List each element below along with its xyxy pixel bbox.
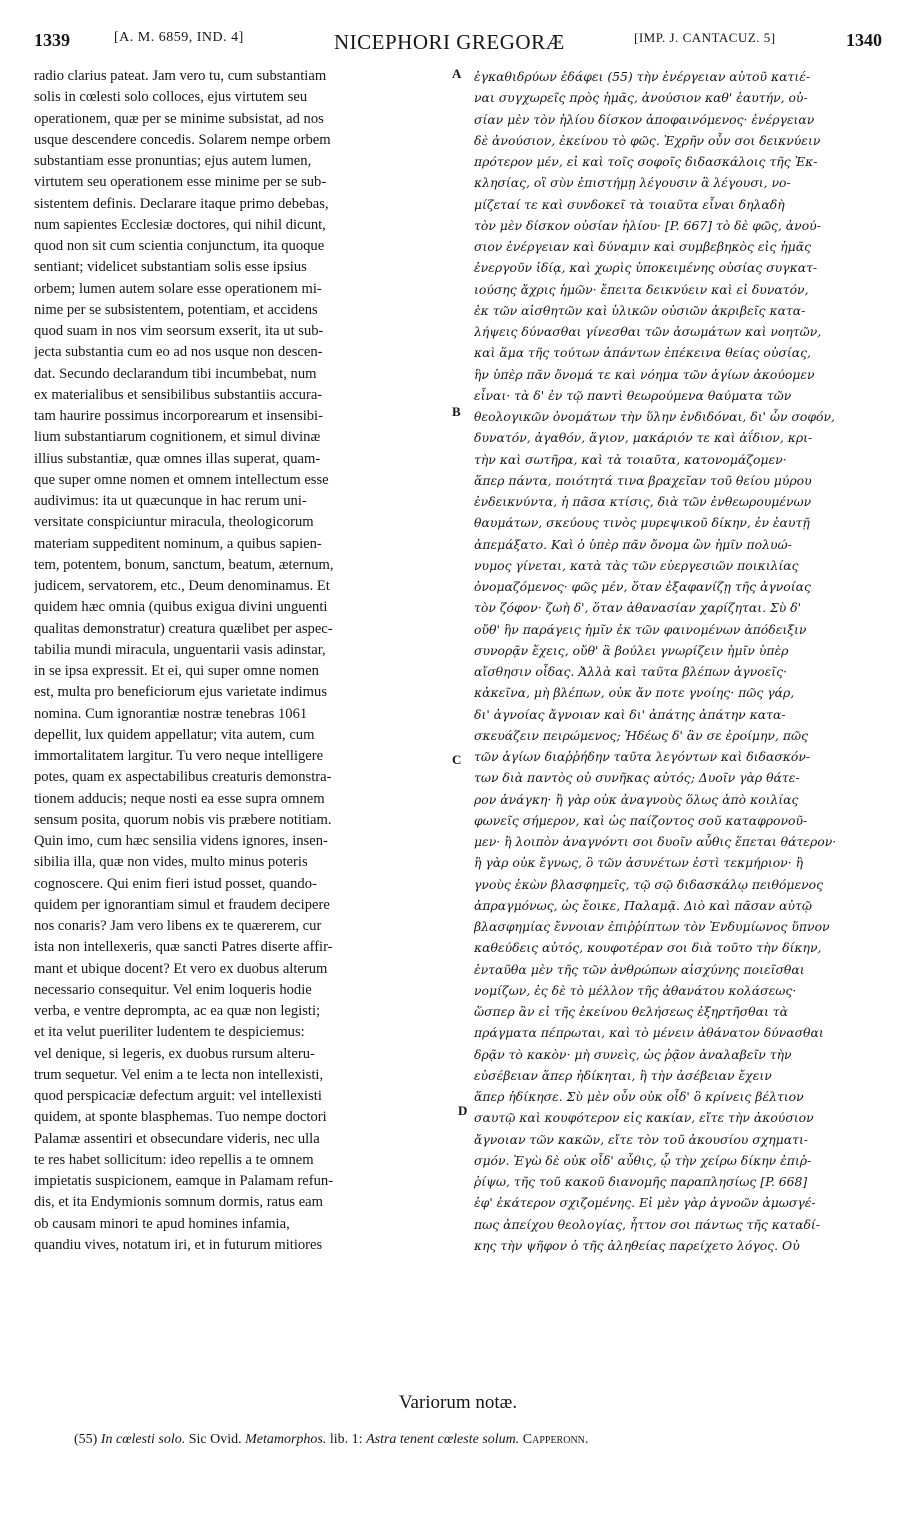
latin-text-line: quod non sit cum scientia conjunctum, ita quoque [34, 238, 325, 254]
latin-text-line: et ita velut pueriliter ludentem te despiciemus: [34, 1024, 305, 1041]
page-header [34, 30, 882, 62]
footnote-author: Capperonn. [522, 1432, 589, 1447]
greek-text-line: θαυμάτων, σκεύους τινὸς μυρεψικοῦ δίκην, ἐν ἑαυτῇ [474, 515, 810, 531]
greek-text-line: πράγματα πέπρωται, καὶ τὸ μένειν ἀθάνατον δύνασθαι [474, 1025, 824, 1041]
greek-text-line: πρότερον μέν, εἰ καὶ τοῖς σοφοῖς διδασκάλοις τῆς Ἐκ- [474, 154, 818, 169]
latin-text-line: sensum posita, quorum nobis vis præbere notitiam. [34, 811, 332, 828]
latin-text-line: vel denique, si legeris, ex duobus rursum alteru- [34, 1045, 315, 1062]
greek-text-line: τῶν ἁγίων διαῤῥήδην ταῦτα λεγόντων καὶ διδασκόν- [474, 749, 811, 764]
latin-text-line: jecta substantia cum eo ad nos usque non descen- [34, 344, 323, 361]
latin-text-line: substantiam esse pronuntias; ejus autem lumen, [34, 153, 312, 169]
left-column-number: 1339 [34, 30, 70, 50]
latin-text-line: tionem adducis; neque nosti ea esse supra omnem [34, 790, 325, 807]
greek-text-line: τὸν ζόφον· ζωὴ δ', ὅταν ἀθανασίαν χαρίζηται. Σὺ δ' [474, 600, 802, 616]
latin-text-line: dis, et ita Endymionis somnum dormis, ratus eam [34, 1194, 324, 1211]
greek-text-line: ἀπεμάξατο. Καὶ ὁ ὑπὲρ πᾶν ὄνομα ὢν ἡμῖν πολυώ- [474, 536, 792, 552]
notes-heading: Variorum notæ. [398, 1392, 518, 1413]
latin-text-line: quod perspicaciæ defectum arguit: vel intellexisti [34, 1088, 322, 1104]
footnote-number: (55) [74, 1432, 98, 1447]
latin-text-line: num sapientes Ecclesiæ doctores, qui nihil dicunt, [34, 216, 326, 233]
latin-text-line: solis in cœlesti solo colloces, ejus virtutem seu [34, 89, 308, 106]
greek-text-line: πως ἀπείχου θεολογίας, ἧττον σοι πάντως τῆς καταδί- [474, 1216, 820, 1232]
section-marker-c: C [452, 752, 462, 767]
latin-text-line: dat. Secundo declarandum tibi incumbebat, num [34, 365, 317, 382]
footnote-work: Metamorphos. [245, 1432, 327, 1447]
latin-text-line: cognoscere. Qui enim fieri istud posset, quando- [34, 875, 317, 892]
greek-text-line: σκευάζειν πειρώμενος; Ἡδέως δ' ἂν σε ἐροίμην, πῶς [474, 727, 809, 743]
greek-text-line: τὸν μὲν δίσκον οὐσίαν ἡλίου· [P. 667] τὸ δὲ φῶς, ἀνού- [474, 217, 821, 233]
latin-text-line: trum sequetur. Vel enim a te lecta non intellexisti, [34, 1066, 324, 1083]
latin-text-line: judicem, servatorem, etc., Deum denominamus. Et [34, 578, 330, 594]
greek-text-line: ἄγνοιαν τῶν κακῶν, εἴτε τὸν τοῦ ἀκουσίου σχηματι- [474, 1131, 808, 1147]
latin-text-line: lium substantiarum cognitionem, et simul divinæ [34, 429, 321, 446]
latin-text-line: materiam suppeditent nominum, a quibus sapien- [34, 535, 322, 552]
greek-text-line: των διὰ παντὸς οὐ συνῆκας αὐτός; Δυοῖν γὰρ θάτε- [474, 770, 800, 786]
greek-text-line: κλησίας, οἳ σὺν ἐπιστήμῃ λέγουσιν ἃ λέγουσι, νο- [474, 175, 791, 191]
latin-text-line: impietatis suspicionem, eamque in Palamam refun- [34, 1173, 334, 1189]
greek-text-line: καὶ ἅμα τῆς τούτων ἁπάντων ἐπέκεινα θείας οὐσίας, [474, 345, 811, 361]
greek-text-line: ἐνταῦθα μὲν τῆς τῶν ἀνθρώπων αἰσχύνης ποιεῖσθαι [474, 961, 805, 977]
latin-text-line: sentiant; videlicet substantiam solis esse ipsius [34, 259, 307, 276]
latin-text-line: in se ipsa expressit. Et ei, qui super omne nomen [34, 663, 319, 679]
greek-column [474, 66, 886, 1376]
greek-text-line: ὥσπερ ἂν εἰ τῆς ἐκείνου θελήσεως ἐξηρτῆσθαι τὰ [474, 1004, 789, 1019]
latin-text-line: virtutem seu operationem esse minime per se sub- [34, 174, 327, 191]
latin-column [34, 66, 452, 1376]
latin-text-line: radio clarius pateat. Jam vero tu, cum substantiam [34, 68, 327, 84]
greek-text-line: σιον ἐνέργειαν καὶ δύναμιν καὶ συμβεβηκὸς εἰς ἡμᾶς [474, 239, 812, 254]
latin-text-line: ista non intellexeris, quæ sancti Patres diserte affir- [34, 939, 333, 956]
latin-text-line: que super omne nomen et omnem intellectum esse [34, 471, 329, 488]
latin-text-line: est, multa pro beneficiorum ejus varietate indimus [34, 684, 328, 701]
greek-text-line: εἶναι· τὰ δ' ἐν τῷ παντὶ θεωρούμενα θαύματα τῶν [474, 387, 792, 403]
greek-text-line: οὔθ' ἣν παράγεις ἡμῖν ἐκ τῶν φαινομένων ἀπόδειξιν [474, 621, 807, 637]
greek-text-line: ρον ἀνάγκη· ἢ γὰρ οὐκ ἀναγνοὺς ὅλως ἀπὸ κοιλίας [474, 791, 799, 807]
greek-text-line: ἀπραγμόνως, ὡς ἔοικε, Παλαμᾷ. Διὸ καὶ πᾶσαν αὐτῷ [474, 897, 812, 913]
latin-text-line: potes, quam ex aspectabilibus creaturis demonstra- [34, 769, 332, 786]
greek-text-line: ἐκ τῶν αἰσθητῶν καὶ ὑλικῶν οὐσιῶν ἀκριβεῖς κατα- [474, 302, 806, 318]
latin-text-line: sistentem definis. Declarare itaque primo debebas, [34, 195, 329, 212]
latin-text-line: quidem, at sponte blasphemas. Tuo nempe doctori [34, 1109, 327, 1126]
greek-text-line: ἐνδεικνύντα, ἡ πᾶσα κτίσις, διὰ τῶν ἐνθεωρουμένων [474, 494, 812, 509]
greek-text-line: δρᾷν τὸ κακὸν· μὴ συνεὶς, ὡς ῥᾷον ἀναλαβεῖν τὴν [474, 1046, 792, 1062]
latin-text-line: qualitas demonstratur) creatura quælibet per aspec- [34, 620, 333, 637]
footnote-book: lib. 1: [329, 1432, 363, 1447]
greek-text-line: δὲ ἀνούσιον, ἐκείνου τὸ φῶς. Ἐχρῆν οὖν σοι δεικνύειν [474, 132, 821, 148]
left-header-reference: [A. M. 6859, IND. 4] [114, 30, 244, 45]
latin-text-line: versitate conspiciuntur miracula, theologicorum [34, 514, 314, 531]
latin-text-line: quidem hæc omnia (quibus exigua divini unguenti [34, 599, 328, 616]
section-marker-d: D [458, 1103, 468, 1118]
greek-text-line: ναι συγχωρεῖς πρὸς ἡμᾶς, ἀνούσιον καθ' ἑαυτήν, οὐ- [474, 90, 808, 106]
greek-text-line: γνοὺς ἑκὼν βλασφημεῖς, τῷ σῷ διδασκάλῳ πειθόμενος [474, 876, 824, 892]
greek-text-line: δι' ἀγνοίας ἄγνοιαν καὶ δι' ἀπάτης ἀπάτην κατα- [474, 706, 786, 722]
greek-text-line: νυμος γίνεται, κατὰ τὰς τῶν εὐεργεσιῶν ποικιλίας [474, 557, 799, 573]
greek-text-line: ἅπερ πάντα, ποιότητά τινα βραχεῖαν τοῦ θείου μύρου [474, 472, 812, 488]
greek-text-line: αἴσθησιν οἶδας. Ἀλλὰ καὶ ταῦτα βλέπων ἀγνοεῖς· [474, 664, 788, 679]
greek-text-line: ιούσης ἄχρις ἡμῶν· ἔπειτα δεικνύειν καὶ εἰ δυνατόν, [474, 281, 809, 297]
greek-text-line: ῥίψω, τῆς τοῦ κακοῦ διανομῆς παραπλησίως [P. 668] [474, 1174, 808, 1189]
latin-text-line: illius substantiæ, quæ omnes illas superat, quam- [34, 450, 321, 467]
latin-text-line: ob causam minori te apud homines infamia, [34, 1215, 290, 1232]
greek-text-line: σαυτῷ καὶ κουφότερον εἰς κακίαν, εἴτε τὴν ἀκούσιον [474, 1110, 814, 1126]
greek-text-line: ἐνεργοῦν ἰδίᾳ, καὶ χωρὶς ὑποκειμένης οὐσίας συγκατ- [474, 260, 818, 276]
latin-text-line: nime per se subsistentem, potentiam, et accidens [34, 301, 318, 318]
latin-text-line: usque descendere concedis. Solarem nempe orbem [34, 131, 331, 148]
greek-text-line: εὐσέβειαν ἅπερ ἠδίκηται, ἢ τὴν ἀσέβειαν ἔχειν [474, 1067, 772, 1083]
latin-text-line: Palamæ assentiri et obsecundare videris, nec ulla [34, 1130, 320, 1147]
footnote-lemma: In cœlesti solo. [100, 1432, 186, 1447]
latin-text-line: tem, potentem, bonum, sanctum, beatum, æternum, [34, 556, 334, 573]
latin-text-line: tabilia mundi miracula, unguentarii vasis adinstar, [34, 641, 326, 658]
latin-text-line: verba, e ventre deprompta, ac ea quæ non legisti; [34, 1003, 321, 1019]
section-marker-b: B [452, 404, 461, 419]
latin-text-line: mant et ubique docent? Et vero ex duobus alterum [34, 960, 328, 977]
latin-text-line: nos conaris? Jam vero libens ex te quærerem, cur [34, 918, 322, 934]
latin-text-line: quandiu vives, notatum iri, et in futurum mitiores [34, 1236, 323, 1253]
greek-text-line: ἐφ' ἑκάτερον σχιζομένης. Εἰ μὲν γὰρ ἀγνοῶν ἀμωσγέ- [474, 1195, 816, 1211]
greek-text-line: μίζεταί τε καὶ συνδοκεῖ τὰ τοιαῦτα εἶναι δηλαδὴ [474, 196, 785, 212]
greek-text-line: ἐγκαθιδρύων ἐδάφει (55) τὴν ἐνέργειαν αὐτοῦ κατιέ- [474, 69, 811, 84]
greek-text-line: τὴν καὶ σωτῆρα, καὶ τὰ τοιαῦτα, κατονομάζομεν· [474, 451, 787, 467]
latin-text-line: Quin imo, cum hæc sensilia videns ignores, insen- [34, 833, 328, 849]
latin-text-line: audivimus: ita ut quæcunque in hac rerum uni- [34, 493, 307, 509]
latin-text-line: depellit, lux quidem appellatur; vita autem, cum [34, 726, 315, 743]
greek-text-line: ἅπερ ἠδίκησε. Σὺ μὲν οὖν οὐκ οἶδ' ὃ κρίνεις βέλτιον [474, 1089, 804, 1104]
greek-text-line: βλασφημίας ἔννοιαν ἐπιῤῥίπτων τὸν Ἐνδυμίωνος ὕπνον [474, 919, 830, 934]
greek-text-line: κης τὴν ψῆφον ὁ τῆς ἀληθείας παρείχετο λόγος. Οὐ [474, 1237, 800, 1253]
latin-text-line: nomina. Cum ignorantiæ nostræ tenebras 1061 [34, 705, 308, 722]
latin-text-line: tam haurire possimus incorporearum et insensibi- [34, 408, 323, 424]
latin-text-line: sibilia illa, quæ non vides, multo minus poteris [34, 854, 308, 871]
latin-text-line: quidem per ignorantiam simul et fraudem decipere [34, 896, 330, 913]
greek-text-line: θεολογικῶν ὀνομάτων τὴν ὕλην ἐνδιδόναι, δι' ὧν σοφόν, [474, 409, 835, 424]
section-marker-a: A [452, 66, 462, 81]
greek-text-line: νομίζων, ἐς δὲ τὸ μέλλον τῆς ἀθανάτου κολάσεως· [474, 982, 797, 998]
greek-text-line: φωνεῖς σήμερον, καὶ ὡς παίζοντος σοῦ καταφρονοῦ- [474, 812, 808, 828]
latin-text-line: ex materialibus et sensibilibus substantiis accura- [34, 386, 323, 403]
greek-text-line: δυνατόν, ἀγαθόν, ἅγιον, μακάριόν τε καὶ ἀΐδιον, κρι- [474, 430, 813, 446]
latin-text-line: orbem; lumen autem solare esse operationem mi- [34, 280, 322, 297]
latin-text-line: quod suam in nos vim seorsum exserit, ita ut sub- [34, 323, 324, 339]
footnote [74, 1432, 874, 1448]
greek-text-line: ἢ γὰρ οὐκ ἔγνως, ὃ τῶν ἀσυνέτων ἐστὶ τεκμήριον· ἢ [474, 855, 804, 871]
greek-text-line: λήψεις δύνασθαι γίνεσθαι τῶν ἀσωμάτων καὶ νοητῶν, [474, 324, 822, 339]
right-column-number: 1340 [846, 30, 882, 50]
right-header-reference: [IMP. J. CANTACUZ. 5] [634, 30, 776, 45]
greek-text-line: ὀνομαζόμενος· φῶς μέν, ὅταν ἐξαφανίζῃ τῆς ἀγνοίας [474, 579, 811, 594]
running-title: NICEPHORI GREGORÆ [334, 30, 565, 54]
footnote-text: Sic Ovid. [188, 1432, 242, 1447]
greek-text-line: σμόν. Ἐγὼ δὲ οὐκ οἶδ' αὖθις, ᾧ τὴν χείρω δίκην ἐπιῤ- [474, 1152, 812, 1168]
latin-text-line: te res habet sollicitum: ideo repellis a te omnem [34, 1151, 314, 1168]
greek-text-line: συνορᾷν ἔχεις, οὔθ' ἃ βούλει γνωρίζειν ἡμῖν ὑπὲρ [474, 642, 789, 658]
greek-text-line: μεν· ἢ λοιπὸν ἀναγνόντι σοι δυοῖν αὖθις ἕπεται θάτερον· [474, 834, 837, 849]
greek-text-line: ἣν ὑπὲρ πᾶν ὄνομά τε καὶ νόημα τῶν ἁγίων ἀκούομεν [474, 366, 815, 382]
latin-text-line: necessario consequitur. Vel enim loqueris hodie [34, 981, 312, 998]
greek-text-line: κἀκεῖνα, μὴ βλέπων, οὐκ ἄν ποτε γνοίης· πῶς γάρ, [474, 685, 795, 701]
greek-text-line: καθεύδεις αὐτός, κουφοτέραν σοι διὰ τοῦτο τὴν δίκην, [474, 940, 822, 956]
latin-text-line: immortalitatem largitur. Tu vero neque intelligere [34, 748, 324, 764]
greek-text-line: σίαν μὲν τὸν ἡλίου δίσκον ἀποφαινόμενος· ἐνέργειαν [474, 111, 815, 127]
latin-text-line: operationem, quæ per se minime subsistat, ad nos [34, 110, 324, 127]
footnote-quote: Astra tenent cœleste solum. [366, 1432, 520, 1447]
